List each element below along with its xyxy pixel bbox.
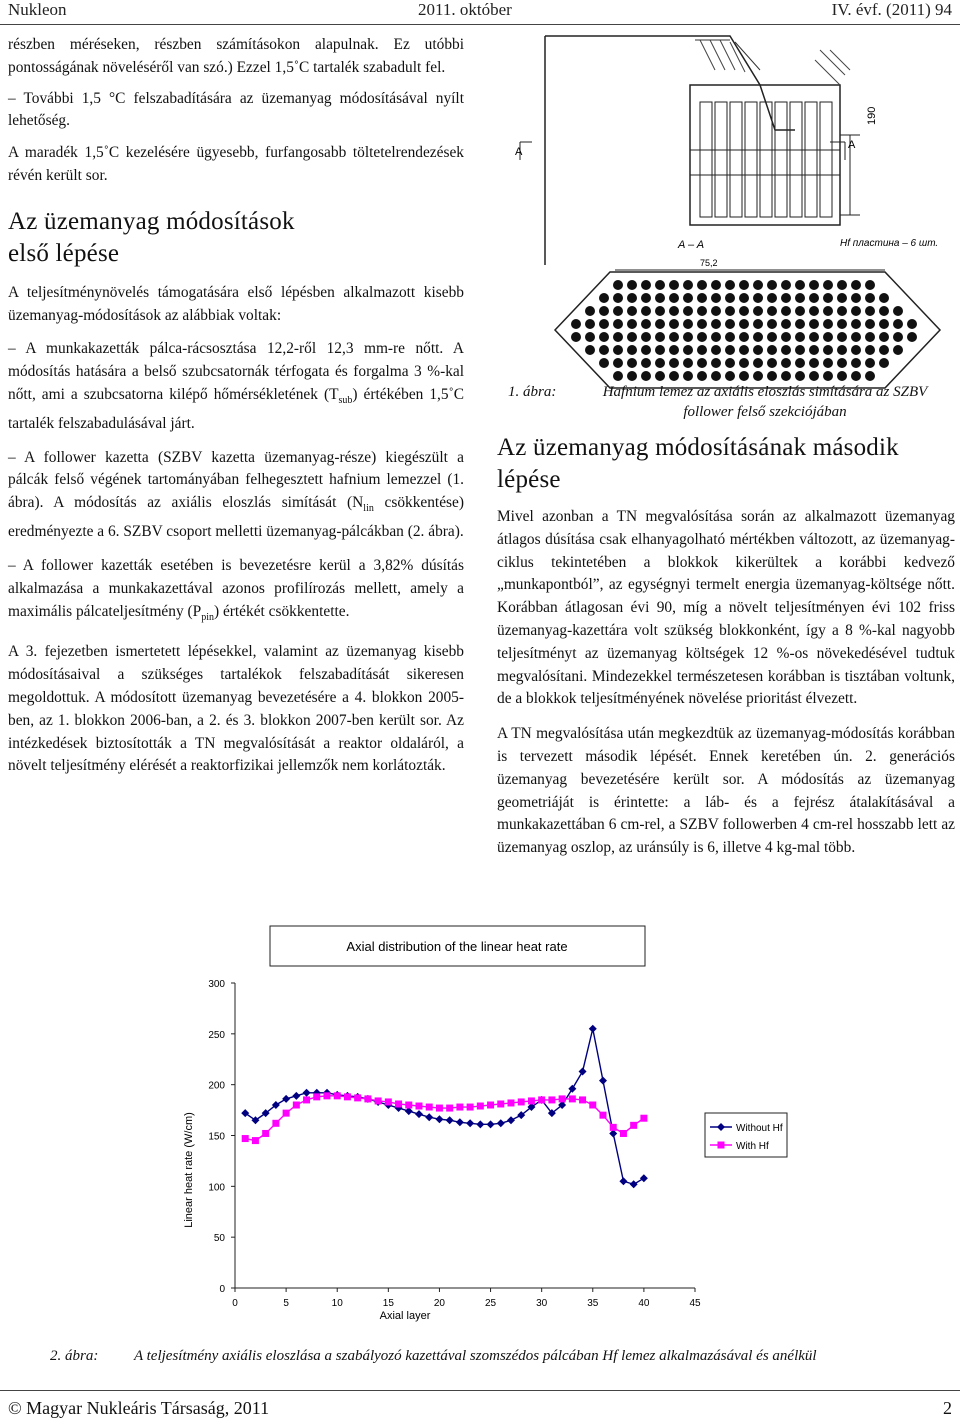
y-tick-label: 0: [219, 1284, 225, 1295]
data-point-without-hf: [456, 1118, 464, 1126]
data-point-with-hf: [262, 1130, 269, 1137]
x-tick-label: 25: [484, 1298, 497, 1309]
left-column: [8, 34, 464, 778]
y-tick-label: 200: [208, 1080, 225, 1092]
data-point-with-hf: [579, 1096, 586, 1103]
y-axis-label: Linear heat rate (W/cm): [183, 1112, 195, 1228]
data-point-with-hf: [313, 1093, 320, 1100]
caption-label: 1. ábra:: [508, 384, 557, 400]
paragraph: részben méréseken, részben számításokon alapulnak. Ez utóbbi pontosságának növeléséről van szó.) Ezzel 1,5˚C tartalék szabadult fel.: [8, 36, 464, 76]
data-point-with-hf: [477, 1103, 484, 1110]
data-point-with-hf: [589, 1102, 596, 1109]
data-point-with-hf: [569, 1095, 576, 1102]
right-column: [497, 432, 955, 860]
bullet-item: [8, 338, 464, 435]
data-point-with-hf: [375, 1097, 382, 1104]
data-point-without-hf: [568, 1085, 576, 1093]
data-point-with-hf: [538, 1096, 545, 1103]
bullet-item: – További 1,5 °C felszabadítására az üzemanyag módosításával nyílt lehetőség.: [8, 89, 464, 130]
section-heading: Az üzemanyag módosítások első lépése: [8, 207, 295, 267]
data-point-without-hf: [282, 1095, 290, 1103]
data-point-with-hf: [364, 1095, 371, 1102]
legend-label: Without Hf: [736, 1123, 783, 1134]
legend-marker: [718, 1142, 725, 1149]
bullet-text: – A follower kazetták esetében is bevezetésre kerül a 3,82% dúsítás alkalmazása a munkakazettával azonos profilírozás mellett, amely a maximális pálcateljesítmény (P: [8, 556, 464, 620]
figure1-drawing: [500, 30, 960, 390]
bullet-text: – A munkakazetták pálca-rácsosztása 12,2-ről 12,3 mm-re nőtt. A módosítás hatására a belső szubcsatornák térfogata és forgalma 3 %-kal nőtt, ami a szubcsatorna kilépő hőmérsékletének (T: [8, 340, 464, 403]
y-tick-label: 250: [208, 1029, 225, 1041]
dimension-label: 190: [866, 106, 878, 125]
bullet-text: ) értékét csökkentette.: [213, 602, 350, 620]
data-point-with-hf: [528, 1097, 535, 1104]
data-point-with-hf: [620, 1130, 627, 1137]
data-point-with-hf: [518, 1098, 525, 1105]
subscript: pin: [201, 611, 214, 623]
data-point-with-hf: [293, 1102, 300, 1109]
x-tick-label: 30: [536, 1298, 548, 1309]
issue-date: 2011. október: [418, 0, 512, 19]
bullet-text: – A follower kazetta (SZBV kazetta üzemanyag-része) kiegészült a pálcák felső végének tartományában felhegesztett hafnium lemezzel (1. ábra). A módosítás az axiális eloszlás simítását (N: [8, 448, 464, 512]
paragraph: Mivel azonban a TN megvalósítása során az alkalmazott üzemanyag átlagos dúsítása csak elhanyagolható mértékben változott, az üzemanyag-ciklus tekintetében a blokkok kikerültek a korábbi kedvező „munkapontból”, az egységnyi termelt energia üzemanyag-költsége nőtt. Korábban átlagosan évi 90, míg a növelt teljesítményen évi 102 friss üzemanyag-kazettára volt szükség blokkonként, így a 8 %-kal nagyobb teljesítményt az üzemanyag költségek 12 %-os növekedésével tudtuk megvalósítani. Mindezekkel természetesen korábban is tisztában voltunk, de a blokkok teljesítményének növelése prioritást élvezett.: [497, 508, 955, 708]
y-tick-label: 50: [213, 1233, 225, 1245]
data-point-with-hf: [385, 1098, 392, 1105]
x-tick-label: 40: [638, 1298, 650, 1309]
data-point-with-hf: [354, 1094, 361, 1101]
data-point-without-hf: [599, 1077, 607, 1085]
x-tick-label: 5: [283, 1298, 289, 1309]
subscript: lin: [363, 503, 374, 515]
data-point-with-hf: [487, 1102, 494, 1109]
y-tick-label: 300: [208, 979, 225, 990]
data-point-with-hf: [405, 1102, 412, 1109]
section-marker: A: [515, 146, 523, 158]
legend-label: With Hf: [736, 1141, 769, 1152]
data-point-with-hf: [272, 1120, 279, 1127]
data-point-without-hf: [630, 1180, 638, 1188]
data-point-with-hf: [426, 1104, 433, 1111]
data-point-with-hf: [467, 1104, 474, 1111]
chart-title: Axial distribution of the linear heat rate: [346, 939, 568, 954]
data-point-without-hf: [507, 1116, 515, 1124]
data-point-with-hf: [242, 1135, 249, 1142]
x-tick-label: 0: [232, 1298, 238, 1309]
caption-text: Hafnium lemez az axiális eloszlás simítására az SZBV follower felső szekciójában: [602, 384, 928, 420]
data-point-with-hf: [283, 1110, 290, 1117]
bullet-text: csökkentése) eredményezte a 6. SZBV csoport melletti üzemanyag-pálcákban (2. ábra).: [8, 494, 464, 541]
paragraph: A TN megvalósítása után megkezdtük az üzemanyag-módosítás korábban is tervezett második lépését. Ennek keretében ún. 2. generációs üzemanyag bevezetésére került sor. A módosítás az üzemanyag geometriáját is érintette: a láb- és a fejrész átalakításával a munkakazettában 6 cm-rel, a SZBV followerben 4 cm-rel hosszabb lett az üzemanyag oszlop, az uránsúly is 6, illetve 4 kg-mal több.: [497, 725, 955, 857]
data-point-with-hf: [559, 1095, 566, 1102]
data-point-without-hf: [619, 1177, 627, 1185]
paragraph: A teljesítménynövelés támogatására első lépésben alkalmazott kisebb üzemanyag-módosítások az alábbiak voltak:: [8, 283, 464, 324]
section-heading: Az üzemanyag módosításának második lépése: [497, 434, 899, 493]
figure1-caption: [508, 382, 948, 422]
data-point-without-hf: [303, 1089, 311, 1097]
data-point-without-hf: [497, 1119, 505, 1127]
data-point-with-hf: [610, 1124, 617, 1131]
data-point-without-hf: [579, 1067, 587, 1075]
paragraph: A 3. fejezetben ismertetett lépésekkel, valamint az üzemanyag kisebb módosításaival a szükséges tartalékok felszabadítását sikeresen megoldottuk. A módosított üzemanyag bevezetésére a 4. blokkon 2005-ben, az 1. blokkon 2006-ban, a 2. és 3. blokkon 2007-ben került sor. Az intézkedések biztosították a TN megvalósítását a reaktor oldaláról, a növelt teljesítmény elérését a reaktorfizikai jellemzők nem korlátozták.: [8, 643, 464, 775]
caption-text: A teljesítmény axiális eloszlása a szabályozó kazettával szomszédos pálcában Hf lemez alkalmazásával és anélkül: [134, 1348, 817, 1364]
figure2-caption: [50, 1346, 950, 1366]
data-point-with-hf: [456, 1104, 463, 1111]
data-point-without-hf: [640, 1174, 648, 1182]
x-tick-label: 35: [587, 1298, 599, 1309]
subscript: sub: [338, 395, 353, 407]
footer-rule: [0, 1390, 960, 1391]
data-point-without-hf: [425, 1113, 433, 1121]
data-point-with-hf: [334, 1092, 341, 1099]
bullet-item: [8, 555, 464, 629]
data-point-with-hf: [548, 1096, 555, 1103]
x-tick-label: 15: [382, 1298, 394, 1309]
section-label: A – A: [678, 239, 705, 251]
data-point-with-hf: [640, 1115, 647, 1122]
chart: [180, 925, 800, 1335]
data-point-without-hf: [589, 1025, 597, 1033]
data-point-with-hf: [600, 1112, 607, 1119]
hf-plate-label: Hf пластина – 6 шт.: [840, 238, 939, 249]
copyright: © Magyar Nukleáris Társaság, 2011: [8, 1398, 270, 1418]
paragraph: A maradék 1,5˚C kezelésére ügyesebb, furfangosabb töltetelrendezések révén került sor.: [8, 144, 464, 184]
data-point-without-hf: [476, 1120, 484, 1128]
series-line-without-hf: [245, 1029, 644, 1185]
data-point-with-hf: [436, 1105, 443, 1112]
volume-page: IV. évf. (2011) 94: [831, 0, 952, 19]
page-number: 2: [943, 1398, 952, 1418]
data-point-without-hf: [435, 1115, 443, 1123]
header-rule: [0, 24, 960, 25]
x-tick-label: 20: [433, 1298, 446, 1309]
data-point-with-hf: [395, 1100, 402, 1107]
data-point-with-hf: [344, 1093, 351, 1100]
dimension-label: 75,2: [700, 258, 718, 268]
x-tick-label: 45: [689, 1298, 701, 1309]
y-tick-label: 150: [208, 1131, 225, 1143]
caption-label: 2. ábra:: [50, 1348, 99, 1364]
data-point-with-hf: [630, 1122, 637, 1129]
data-point-with-hf: [303, 1096, 310, 1103]
data-point-without-hf: [446, 1116, 454, 1124]
data-point-with-hf: [324, 1092, 331, 1099]
x-axis-label: Axial layer: [379, 1310, 431, 1322]
x-tick-label: 10: [331, 1298, 343, 1309]
data-point-without-hf: [466, 1119, 474, 1127]
data-point-with-hf: [446, 1105, 453, 1112]
data-point-with-hf: [497, 1100, 504, 1107]
bullet-text: ) értékében 1,5˚C tartalék felszabadulásával járt.: [8, 385, 464, 432]
data-point-with-hf: [508, 1099, 515, 1106]
bullet-item: [8, 447, 464, 544]
y-tick-label: 100: [208, 1182, 225, 1194]
data-point-with-hf: [416, 1103, 423, 1110]
data-point-with-hf: [252, 1137, 259, 1144]
data-point-without-hf: [487, 1120, 495, 1128]
data-point-without-hf: [415, 1110, 423, 1118]
data-point-without-hf: [292, 1092, 300, 1100]
journal-name: Nukleon: [8, 0, 67, 19]
section-marker: A: [848, 139, 856, 151]
